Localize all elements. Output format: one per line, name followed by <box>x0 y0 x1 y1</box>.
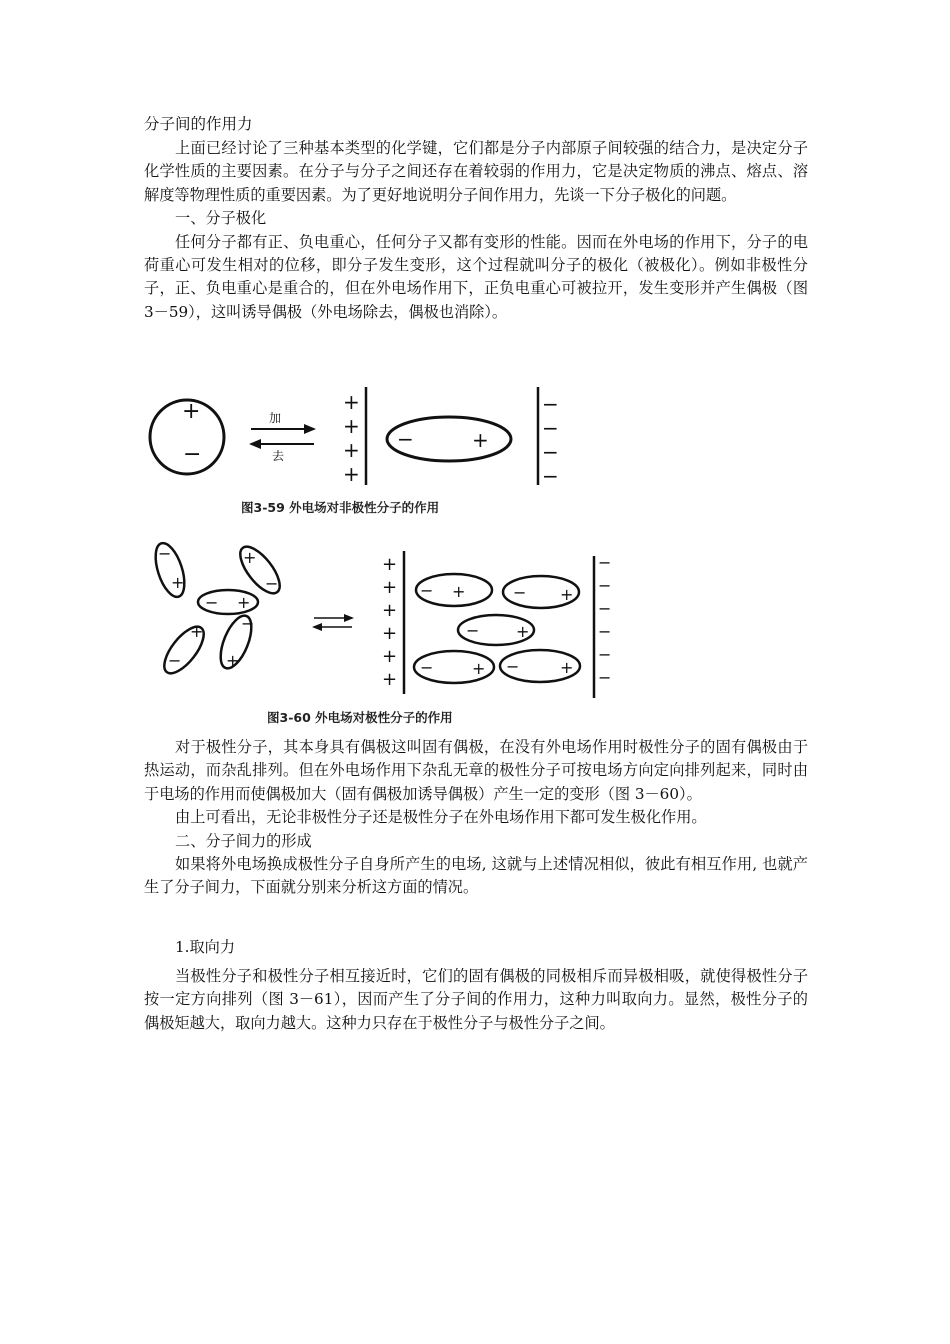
plate60-minus-3: − <box>598 599 612 618</box>
plate60-plus-4: + <box>382 623 398 644</box>
svg-text:+: + <box>472 659 486 678</box>
paragraph-intro: 上面已经讨论了三种基本类型的化学键，它们都是分子内部原子间较强的结合力，是决定分子化学性质的主要因素。在分子与分子之间还存在着较弱的作用力，它是决定物质的沸点、熔点、溶解度等物理性质的重要因素。为了更好地说明分子间作用力，先谈一下分子极化的问题。 <box>144 139 808 204</box>
heading-intermolecular-force: 二、分子间力的形成 <box>175 831 312 850</box>
section-title: 分子间的作用力 <box>144 115 253 133</box>
svg-text:+: + <box>226 651 240 670</box>
random-dipole-1 <box>150 540 190 601</box>
circle-minus-sign: − <box>183 442 202 467</box>
plate-minus-1: − <box>542 392 559 416</box>
plate60-plus-6: + <box>382 669 398 690</box>
svg-text:+: + <box>560 585 574 604</box>
equilibrium-arrowhead-forward <box>344 614 354 622</box>
heading-polarization: 一、分子极化 <box>175 209 267 228</box>
svg-text:+: + <box>171 573 185 592</box>
plate60-minus-2: − <box>598 576 612 595</box>
figure-3-60 <box>144 538 624 730</box>
arrow-remove-head <box>249 439 261 449</box>
plate-minus-3: − <box>542 440 559 464</box>
plate60-minus-6: − <box>598 668 612 687</box>
random-dipole-5 <box>214 612 257 673</box>
svg-text:+: + <box>452 582 466 601</box>
aligned-dipole-1 <box>416 574 492 606</box>
svg-text:−: − <box>168 651 182 670</box>
paragraph-electric-field: 如果将外电场换成极性分子自身所产生的电场, 这就与上述情况相似，彼此有相互作用, 也就产生了分子间力，下面就分别来分析这方面的情况。 <box>144 855 808 897</box>
svg-text:+: + <box>190 622 204 641</box>
plate60-plus-1: + <box>382 554 398 575</box>
svg-text:−: − <box>241 614 255 633</box>
plate60-plus-2: + <box>382 577 398 598</box>
svg-text:+: + <box>237 593 251 612</box>
ellipse-plus-sign: + <box>472 428 489 452</box>
aligned-dipole-2 <box>503 576 579 608</box>
svg-text:−: − <box>466 621 480 640</box>
orientation-text-block <box>144 965 808 1035</box>
svg-text:+: + <box>560 658 574 677</box>
svg-text:−: − <box>506 657 520 676</box>
svg-text:+: + <box>516 622 530 641</box>
svg-text:−: − <box>158 544 172 563</box>
plate-minus-4: − <box>542 464 559 488</box>
plate-minus-2: − <box>542 416 559 440</box>
paragraph-polarization: 任何分子都有正、负电重心，任何分子又都有变形的性能。因而在外电场的作用下，分子的电荷重心可发生相对的位移，即分子发生变形，这个过程就叫分子的极化（被极化）。例如非极性分子，正、负电重心是重合的，但在外电场作用下，正负电重心可被拉开，发生变形并产生偶极（图 3－59），这叫诱导偶极（外电场除去，偶极也消除）。 <box>144 232 808 321</box>
body-block <box>144 736 808 900</box>
figure-3-59 <box>144 385 584 525</box>
plate60-plus-3: + <box>382 600 398 621</box>
plate60-minus-4: − <box>598 622 612 641</box>
arrow-apply-head <box>304 424 316 434</box>
orientation-block <box>144 936 808 959</box>
plate-plus-1: + <box>343 390 360 414</box>
paragraph-conclusion: 由上可看出，无论非极性分子还是极性分子在外电场作用下都可发生极化作用。 <box>175 808 707 827</box>
plate60-minus-1: − <box>598 553 612 572</box>
plate60-minus-5: − <box>598 645 612 664</box>
figure-3-59-caption: 图3-59 外电场对非极性分子的作用 <box>241 500 440 515</box>
aligned-dipole-3 <box>458 615 534 645</box>
aligned-dipole-5 <box>500 650 580 682</box>
circle-plus-sign: + <box>182 399 201 424</box>
figure-3-60-caption: 图3-60 外电场对极性分子的作用 <box>267 710 453 725</box>
arrow-remove-label: 去 <box>272 449 285 463</box>
ellipse-minus-sign: − <box>397 427 414 451</box>
equilibrium-arrowhead-back <box>312 623 322 631</box>
plate60-plus-5: + <box>382 646 398 667</box>
paragraph-polar-molecules: 对于极性分子，其本身具有偶极这叫固有偶极，在没有外电场作用时极性分子的固有偶极由于热运动，而杂乱排列。但在外电场作用下杂乱无章的极性分子可按电场方向定向排列起来，同时由于电场的作用而使偶极加大（固有偶极加诱导偶极）产生一定的变形（图 3－60）。 <box>144 738 808 803</box>
svg-text:−: − <box>420 581 434 600</box>
svg-text:−: − <box>205 593 219 612</box>
random-dipole-3 <box>198 590 258 614</box>
arrow-apply-label: 加 <box>269 411 282 425</box>
svg-text:−: − <box>265 574 279 593</box>
svg-text:+: + <box>243 548 257 567</box>
plate-plus-2: + <box>343 414 360 438</box>
svg-text:−: − <box>420 658 434 677</box>
heading-orientation-force: 1.取向力 <box>175 938 236 956</box>
paragraph-orientation-force: 当极性分子和极性分子相互接近时，它们的固有偶极的同极相斥而异极相吸，就使得极性分子按一定方向排列（图 3－61），因而产生了分子间的作用力，这种力叫取向力。显然，极性分子的偶极矩越大，取向力越大。这种力只存在于极性分子与极性分子之间。 <box>144 967 808 1032</box>
plate-plus-3: + <box>343 438 360 462</box>
random-dipole-4 <box>157 621 210 680</box>
intro-block <box>144 137 808 324</box>
plate-plus-4: + <box>343 462 360 486</box>
svg-text:−: − <box>513 583 527 602</box>
aligned-dipole-4 <box>414 651 494 683</box>
